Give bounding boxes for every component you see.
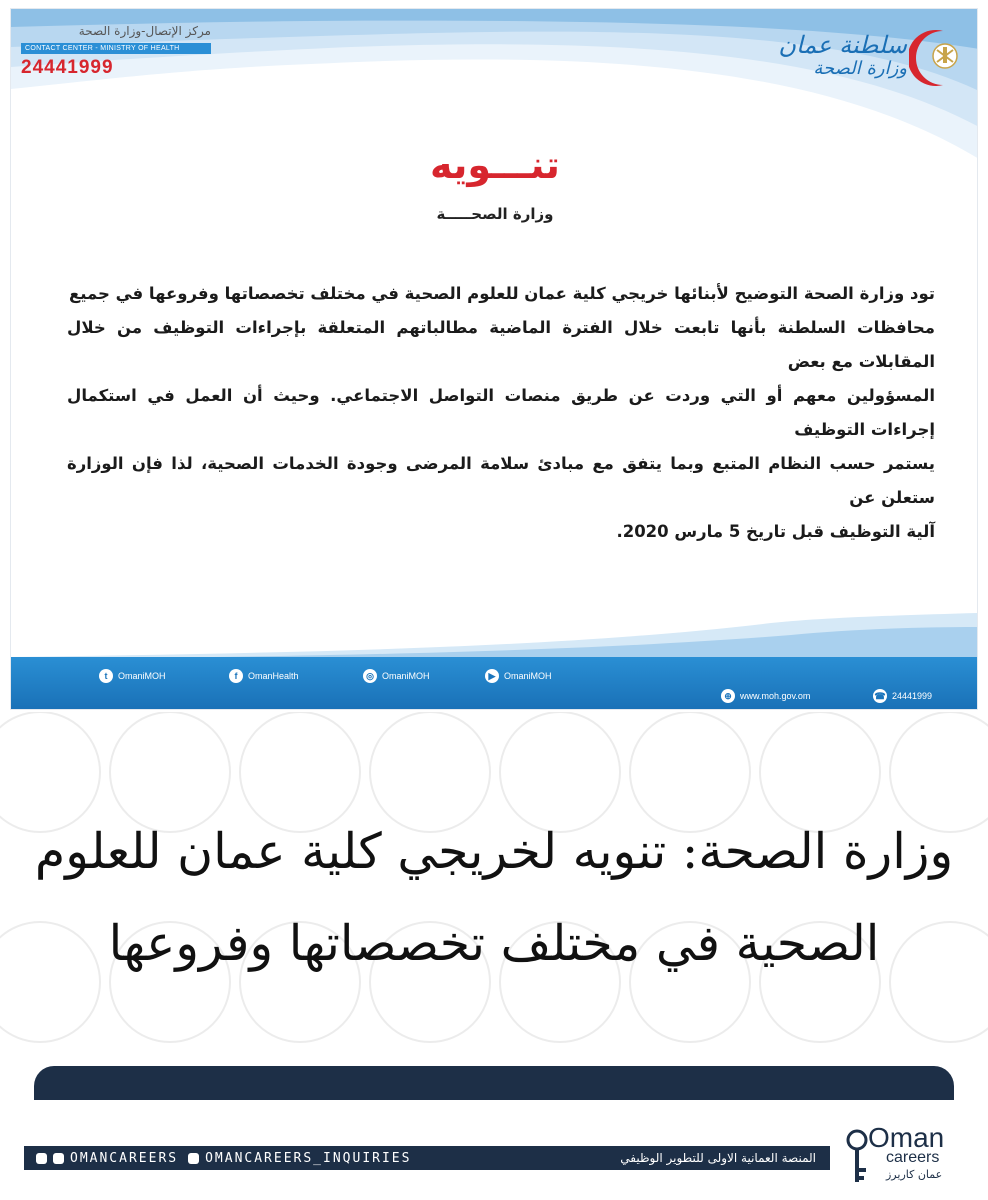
youtube-handle-label: OmaniMOH — [504, 671, 552, 681]
facebook-handle-label: OmanHealth — [248, 671, 299, 681]
twitter-handle[interactable] — [99, 669, 166, 683]
notice-body-line: المسؤولين معهم أو التي وردت عن طريق منصات التواصل الاجتماعي. وحيث أن العمل في استكمال إجراءات التوظيف — [67, 386, 935, 439]
twitter-handle-label: OmaniMOH — [118, 671, 166, 681]
notice-body-line: تود وزارة الصحة التوضيح لأبنائها خريجي كلية عمان للعلوم الصحية في مختلف تخصصاتها وفروعها في جميع — [68, 284, 935, 303]
logo-word-arabic: عمان كاريرز — [886, 1168, 943, 1181]
key-icon — [844, 1128, 870, 1188]
facebook-icon: f — [229, 669, 243, 683]
moh-logo — [729, 27, 969, 97]
notice-issuer: وزارة الصحـــــة — [436, 205, 554, 223]
caption-bottom-bar — [34, 1066, 954, 1100]
instagram-handle-strip[interactable] — [36, 1151, 178, 1166]
logo-line-moh: وزارة الصحة — [813, 58, 907, 79]
instagram-mini-icon — [36, 1153, 47, 1164]
moh-logo-text — [757, 33, 907, 81]
logo-line-oman: سلطنة عمان — [778, 31, 907, 59]
moh-notice-card — [10, 8, 978, 710]
instagram-handle-label: OmaniMOH — [382, 671, 430, 681]
facebook-handle[interactable] — [229, 669, 299, 683]
snapchat-mini-icon — [188, 1153, 199, 1164]
notice-body — [67, 277, 935, 549]
twitter-mini-icon — [53, 1153, 64, 1164]
footer-phone-label: 24441999 — [892, 691, 933, 701]
notice-body-line: محافظات السلطنة بأنها تابعت خلال الفترة الماضية مطالباتهم المتعلقة بإجراءات التوظيف من خلال المقابلات مع بعض — [67, 318, 935, 371]
website-label: www.moh.gov.om — [740, 691, 811, 701]
logo-word-oman: Oman — [868, 1122, 945, 1153]
notice-body-line: آلية التوظيف قبل تاريخ 5 مارس 2020. — [616, 522, 935, 541]
social-strip — [24, 1146, 830, 1170]
youtube-icon: ▶ — [485, 669, 499, 683]
notice-title: تنـــويه — [430, 143, 560, 187]
logo-word-careers: careers — [886, 1149, 940, 1166]
instagram-icon: ◎ — [363, 669, 377, 683]
crescent-emblem-icon — [909, 27, 969, 89]
phone-icon: ☎ — [873, 689, 887, 703]
footer-phone[interactable] — [873, 689, 932, 703]
handle-omancareers: OMANCAREERS — [70, 1150, 179, 1166]
instagram-handle[interactable] — [363, 669, 430, 683]
notice-body-line: يستمر حسب النظام المتبع وبما يتفق مع مبادئ سلامة المرضى وجودة الخدمات الصحية، لذا فإن الوزارة ستعلن عن — [67, 454, 935, 507]
omancareers-logo — [838, 1124, 968, 1188]
contact-center-arabic: مركز الإتصال-وزارة الصحة — [78, 24, 211, 38]
youtube-handle[interactable] — [485, 669, 552, 683]
footer-bar — [11, 657, 978, 710]
twitter-icon: t — [99, 669, 113, 683]
caption-headline: وزارة الصحة: تنويه لخريجي كلية عمان للعلوم الصحية في مختلف تخصصاتها وفروعها — [34, 823, 954, 972]
globe-icon: ⊕ — [721, 689, 735, 703]
inquiries-handle-strip[interactable] — [188, 1151, 411, 1166]
contact-center-english: CONTACT CENTER - MINISTRY OF HEALTH — [21, 43, 211, 54]
platform-tagline: المنصة العمانية الاولى للتطوير الوظيفي — [620, 1151, 816, 1165]
handle-omancareers-inquiries: OMANCAREERS_INQUIRIES — [205, 1150, 412, 1166]
website-link[interactable] — [721, 689, 810, 703]
contact-phone: 24441999 — [21, 57, 114, 78]
contact-center-block — [21, 23, 211, 79]
